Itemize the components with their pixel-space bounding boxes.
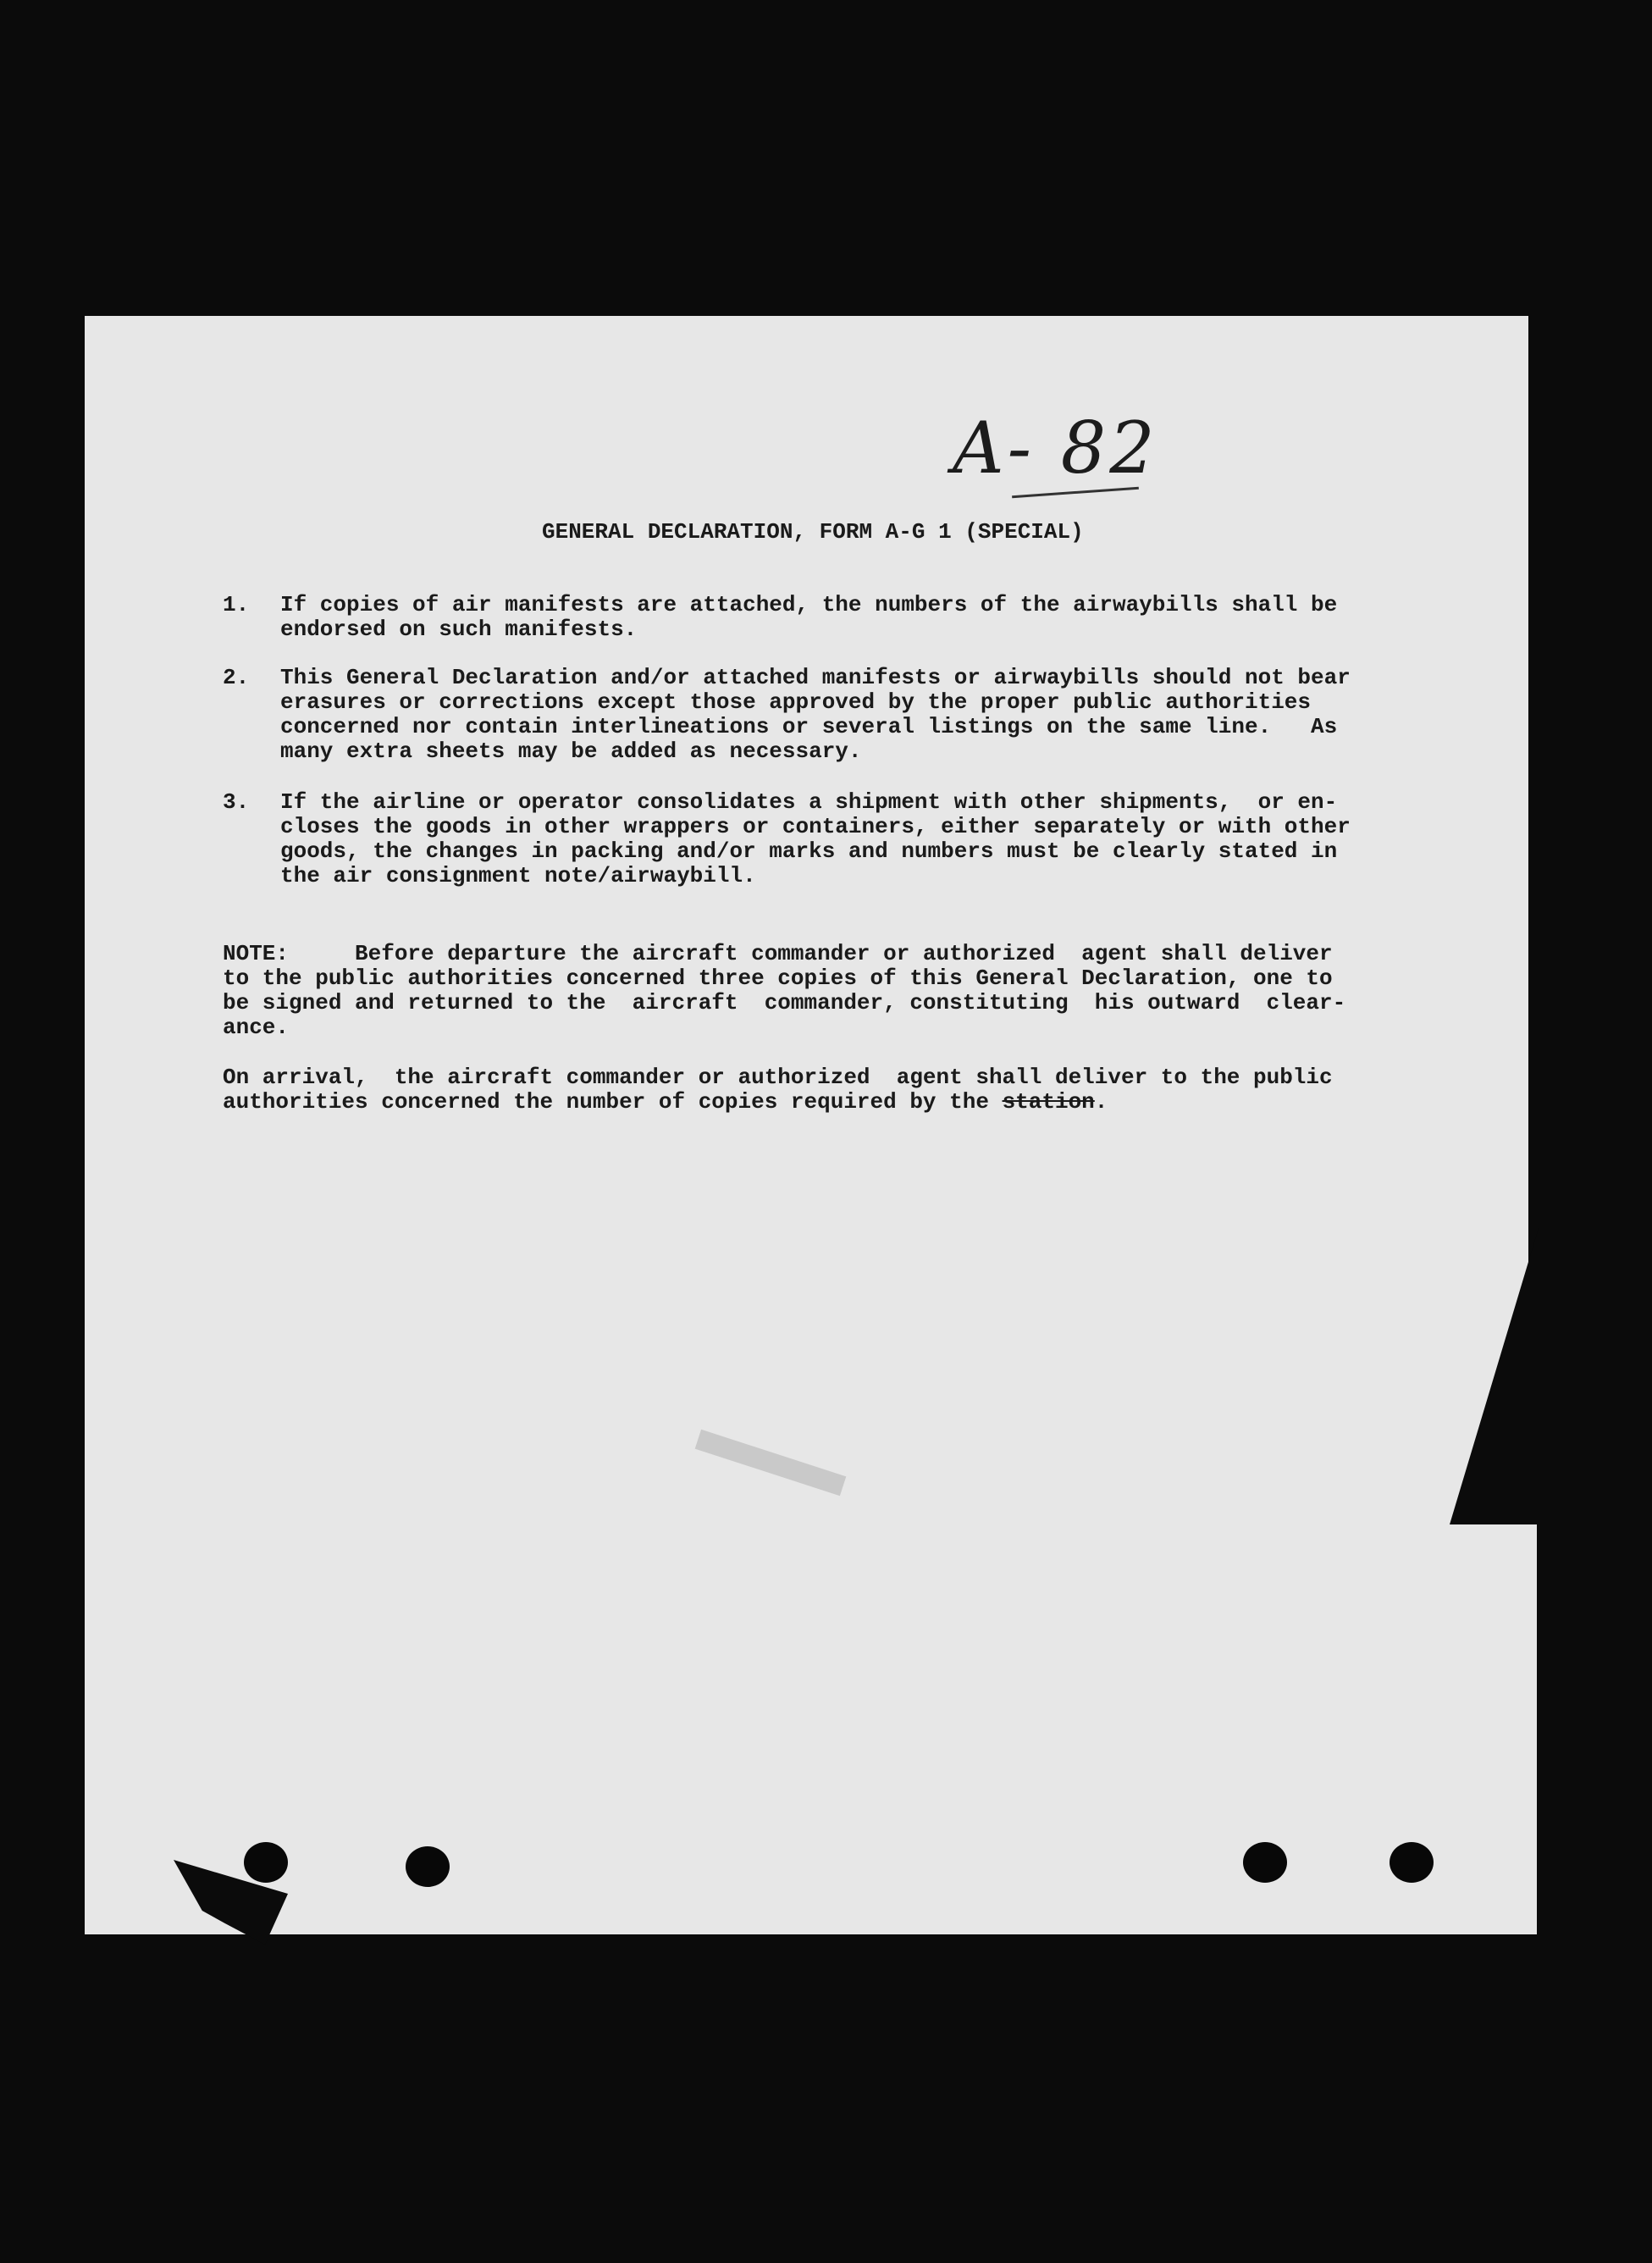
arrival-line-end: . [1094,1089,1108,1115]
note-line: ance. [223,1015,290,1040]
note-line: to the public authorities concerned three copies of this General Declaration, one to [223,966,1333,991]
item-line: the air consignment note/airwaybill. [280,863,756,888]
item-line: If the airline or operator consolidates a shipment with other shipments, or en- [280,789,1338,815]
note-line: NOTE: Before departure the aircraft commander or authorized agent shall deliver [223,941,1333,966]
item-line: endorsed on such manifests. [280,617,638,642]
item-text [280,593,1406,642]
note-paragraph [223,942,1408,1040]
item-line: many extra sheets may be added as necessary. [280,739,862,764]
paper-tab [1478,1522,1537,1934]
punch-hole-3 [1243,1842,1287,1883]
form-title: GENERAL DECLARATION, FORM A-G 1 (SPECIAL) [542,519,1084,545]
punch-hole-2 [406,1846,450,1887]
item-text [280,666,1406,764]
arrival-paragraph [223,1065,1408,1115]
item-line: If copies of air manifests are attached, the numbers of the airwaybills shall be [280,592,1338,617]
handwritten-mark: A- 82 [953,407,1158,490]
arrival-line: On arrival, the aircraft commander or authorized agent shall deliver to the public [223,1065,1333,1090]
arrival-line-text: authorities concerned the number of copies required by the [223,1089,1003,1115]
item-line: closes the goods in other wrappers or containers, either separately or with other [280,814,1351,839]
item-number: 3. [223,789,250,815]
item-number: 2. [223,665,250,690]
item-line: concerned nor contain interlineations or several listings on the same line. As [280,714,1338,739]
struck-word: station [1002,1089,1095,1115]
item-line: erasures or corrections except those approved by the proper public authorities [280,689,1311,715]
note-line: be signed and returned to the aircraft commander, constituting his outward clear- [223,990,1346,1015]
item-line: This General Declaration and/or attached manifests or airwaybills should not bear [280,665,1351,690]
punch-hole-4 [1390,1842,1434,1883]
arrival-line-2 [223,1090,1408,1115]
punch-hole-1 [244,1842,288,1883]
paper-sheet [85,316,1528,1934]
item-number: 1. [223,592,250,617]
item-line: goods, the changes in packing and/or marks and numbers must be clearly stated in [280,838,1338,864]
item-text [280,790,1406,888]
